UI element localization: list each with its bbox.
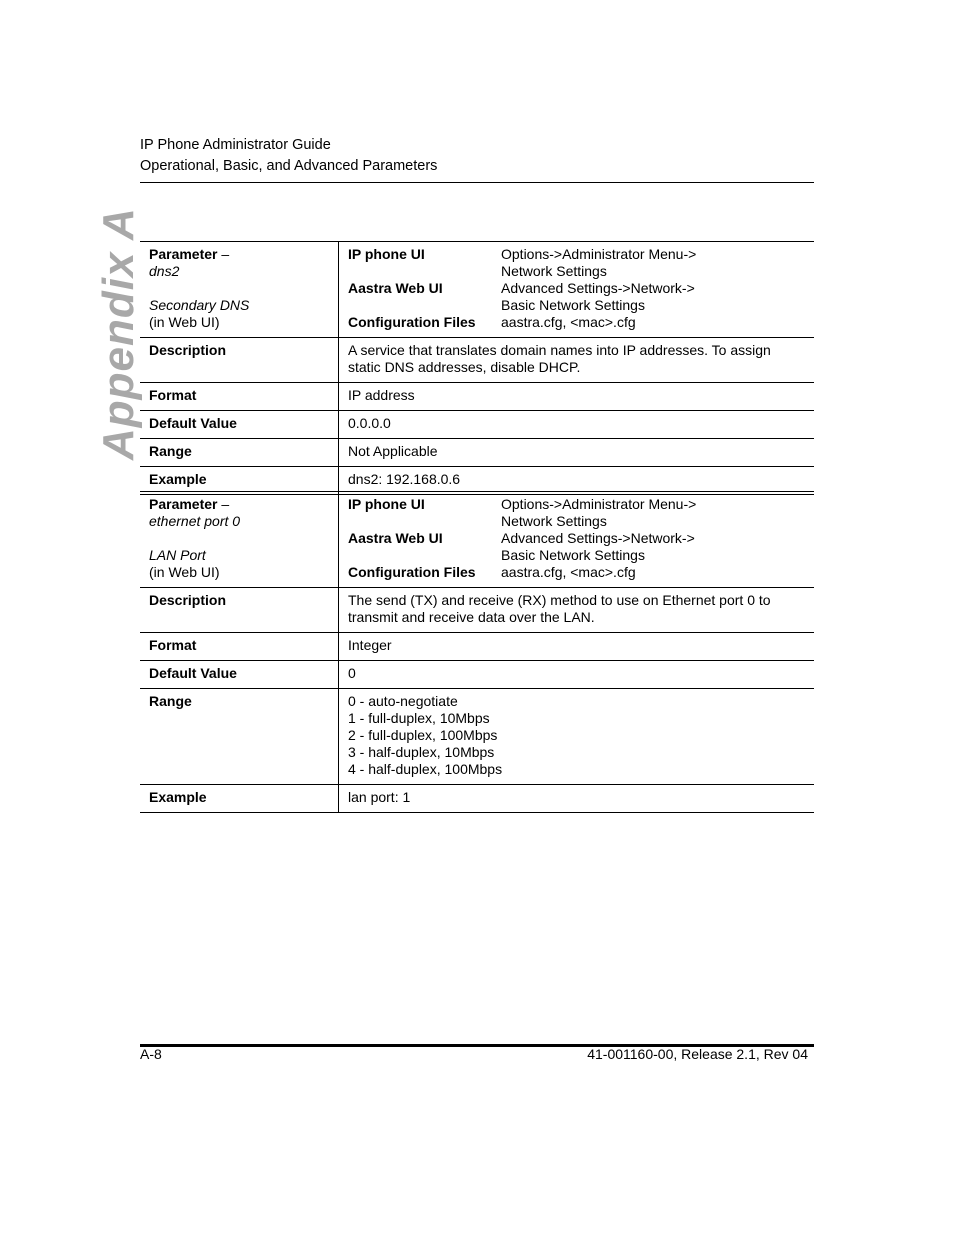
parameter-label: Parameter — [149, 246, 218, 262]
config-files-value: aastra.cfg, <mac>.cfg — [501, 314, 636, 330]
table-row-format — [140, 383, 814, 411]
row-label: Range — [140, 439, 339, 467]
range-option: 0 - auto-negotiate — [348, 693, 458, 709]
web-ui-value-2: Basic Network Settings — [501, 547, 645, 563]
row-label: Format — [140, 383, 339, 411]
ip-phone-ui-value-2: Network Settings — [501, 513, 607, 529]
parameter-label: Parameter — [149, 496, 218, 512]
row-label: Format — [140, 633, 339, 661]
row-label: Range — [140, 689, 339, 785]
web-ui-value-2: Basic Network Settings — [501, 297, 645, 313]
web-parameter-name: LAN Port — [149, 547, 206, 563]
parameter-cell — [140, 242, 339, 338]
parameter-table-ethernet-port-0 — [140, 491, 814, 813]
document-id: 41-001160-00, Release 2.1, Rev 04 — [587, 1046, 808, 1062]
parameter-cell — [140, 492, 339, 588]
table-row-parameter — [140, 242, 814, 338]
range-option: 1 - full-duplex, 10Mbps — [348, 710, 490, 726]
range-option: 2 - full-duplex, 100Mbps — [348, 727, 498, 743]
row-value: Not Applicable — [339, 439, 815, 467]
range-option: 4 - half-duplex, 100Mbps — [348, 761, 503, 777]
row-label: Description — [140, 588, 339, 633]
header-title: IP Phone Administrator Guide — [140, 137, 331, 153]
ip-phone-ui-label: IP phone UI — [348, 246, 425, 262]
web-parameter-suffix: (in Web UI) — [149, 314, 220, 330]
row-value: A service that translates domain names into IP addresses. To assign static DNS addresses, disable DHCP. — [339, 338, 815, 383]
row-label: Default Value — [140, 661, 339, 689]
row-value: 0.0.0.0 — [339, 411, 815, 439]
row-label: Description — [140, 338, 339, 383]
header-subtitle: Operational, Basic, and Advanced Parameters — [140, 158, 438, 174]
web-ui-value-1: Advanced Settings->Network-> — [501, 280, 695, 296]
range-option: 3 - half-duplex, 10Mbps — [348, 744, 495, 760]
row-label: Example — [140, 467, 339, 495]
parameter-table-dns2 — [140, 241, 814, 495]
location-cell — [339, 492, 815, 588]
row-value: The send (TX) and receive (RX) method to use on Ethernet port 0 to transmit and receive data over the LAN. — [339, 588, 815, 633]
config-files-label: Configuration Files — [348, 564, 476, 580]
parameter-name: ethernet port 0 — [149, 513, 241, 529]
row-label: Example — [140, 785, 339, 813]
table-row-format — [140, 633, 814, 661]
ip-phone-ui-value-1: Options->Administrator Menu-> — [501, 496, 697, 512]
header-divider — [140, 182, 814, 183]
row-value: dns2: 192.168.0.6 — [339, 467, 815, 495]
table-row-range — [140, 689, 814, 785]
table-row-range — [140, 439, 814, 467]
parameter-dash: – — [217, 496, 230, 512]
config-files-value: aastra.cfg, <mac>.cfg — [501, 564, 636, 580]
table-row-description — [140, 588, 814, 633]
appendix-side-tab: Appendix A — [94, 207, 143, 460]
parameter-dash: – — [217, 246, 230, 262]
web-parameter-suffix: (in Web UI) — [149, 564, 220, 580]
row-label: Default Value — [140, 411, 339, 439]
ip-phone-ui-value-2: Network Settings — [501, 263, 607, 279]
table-row-description — [140, 338, 814, 383]
row-value: Integer — [339, 633, 815, 661]
web-ui-value-1: Advanced Settings->Network-> — [501, 530, 695, 546]
web-ui-label: Aastra Web UI — [348, 280, 443, 296]
table-row-parameter — [140, 492, 814, 588]
page-number: A-8 — [140, 1046, 162, 1062]
web-parameter-name: Secondary DNS — [149, 297, 250, 313]
row-value: lan port: 1 — [339, 785, 815, 813]
parameter-name: dns2 — [149, 263, 180, 279]
table-row-default-value — [140, 411, 814, 439]
row-value — [339, 689, 815, 785]
table-row-default-value — [140, 661, 814, 689]
ip-phone-ui-label: IP phone UI — [348, 496, 425, 512]
location-cell — [339, 242, 815, 338]
row-value: 0 — [339, 661, 815, 689]
web-ui-label: Aastra Web UI — [348, 530, 443, 546]
row-value: IP address — [339, 383, 815, 411]
config-files-label: Configuration Files — [348, 314, 476, 330]
page-header — [140, 135, 814, 177]
ip-phone-ui-value-1: Options->Administrator Menu-> — [501, 246, 697, 262]
table-row-example — [140, 785, 814, 813]
